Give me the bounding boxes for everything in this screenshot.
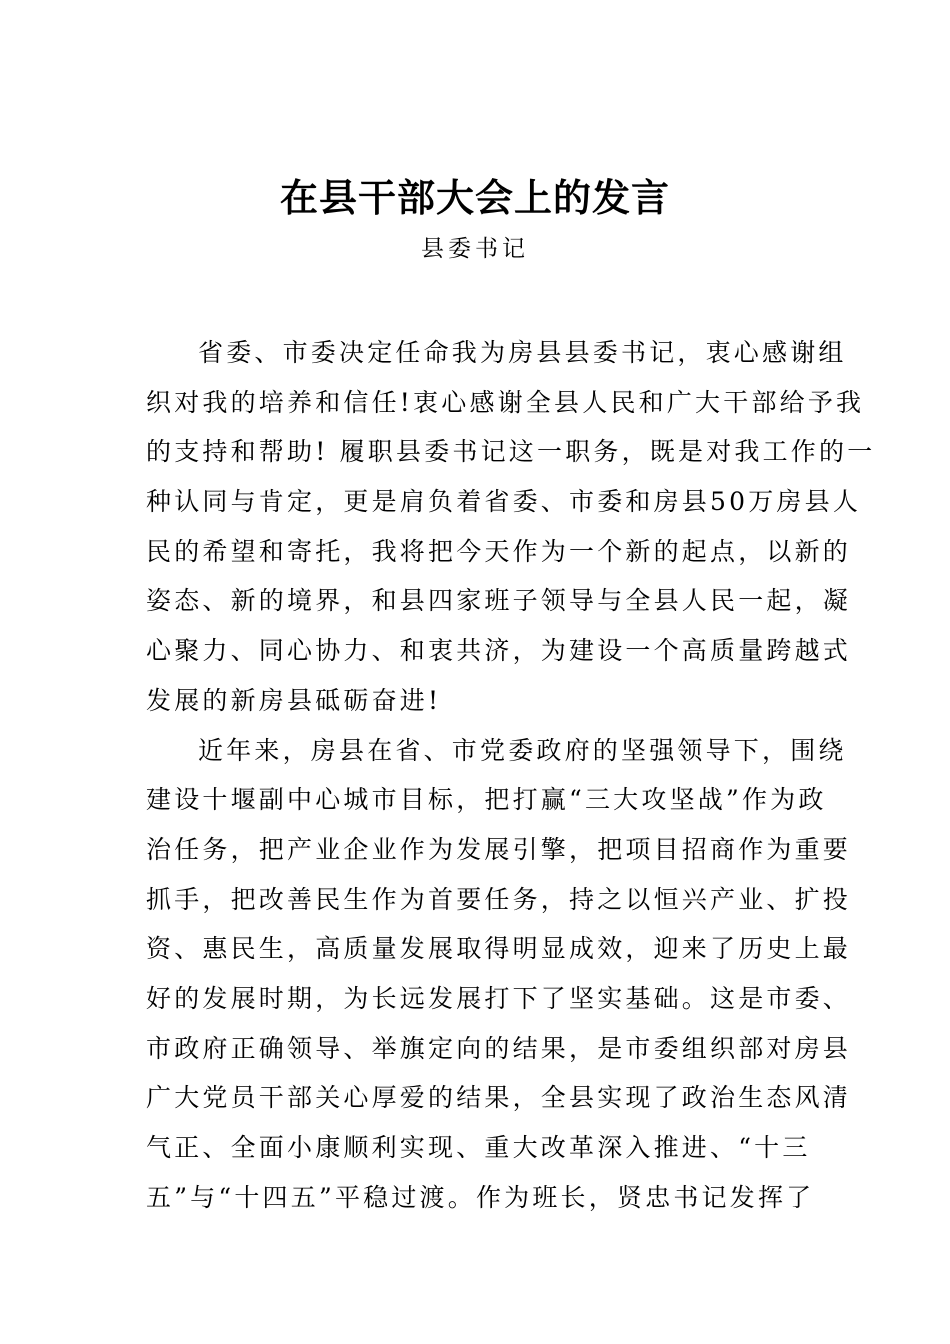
paragraph-2-line-7: 市政府正确领导、举旗定向的结果，是市委组织部对房县 bbox=[146, 1033, 852, 1063]
paragraph-1-line-3: 的支持和帮助! 履职县委书记这一职务，既是对我工作的一 bbox=[146, 437, 876, 467]
paragraph-2-line-3: 治任务，把产业企业作为发展引擎，把项目招商作为重要 bbox=[146, 834, 852, 864]
document-body bbox=[146, 328, 876, 1222]
paragraph-2-line-4: 抓手，把改善民生作为首要任务，持之以恒兴产业、扩投 bbox=[146, 884, 852, 914]
document-author: 县委书记 bbox=[421, 236, 529, 262]
paragraph-2-line-6: 好的发展时期，为长远发展打下了坚实基础。这是市委、 bbox=[146, 983, 852, 1013]
document-title: 在县干部大会上的发言 bbox=[279, 175, 670, 220]
paragraph-1-line-4: 种认同与肯定，更是肩负着省委、市委和房县50万房县人 bbox=[146, 487, 862, 517]
paragraph-1-line-5: 民的希望和寄托，我将把今天作为一个新的起点，以新的 bbox=[146, 536, 852, 566]
paragraph-2-line-5: 资、惠民生，高质量发展取得明显成效，迎来了历史上最 bbox=[146, 934, 852, 964]
paragraph-2-line-8: 广大党员干部关心厚爱的结果，全县实现了政治生态风清 bbox=[146, 1083, 852, 1113]
paragraph-1-line-6: 姿态、新的境界，和县四家班子领导与全县人民一起，凝 bbox=[146, 586, 852, 616]
paragraph-1-line-1: 省委、市委决定任命我为房县县委书记，衷心感谢组 bbox=[198, 338, 847, 367]
paragraph-2-line-1: 近年来，房县在省、市党委政府的坚强领导下，围绕 bbox=[198, 735, 847, 765]
paragraph-1-line-2: 织对我的培养和信任!衷心感谢全县人民和广大干部给予我 bbox=[146, 387, 865, 417]
paragraph-1-line-7: 心聚力、同心协力、和衷共济，为建设一个高质量跨越式 bbox=[146, 636, 852, 666]
paragraph-2-line-10: 五”与“十四五”平稳过渡。作为班长，贤忠书记发挥了 bbox=[146, 1182, 815, 1212]
paragraph-2-line-2: 建设十堰副中心城市目标，把打赢“三大攻坚战”作为政 bbox=[146, 785, 827, 815]
paragraph-1-line-8: 发展的新房县砥砺奋进! bbox=[146, 685, 442, 715]
paragraph-2-line-9: 气正、全面小康顺利实现、重大改革深入推进、“十三 bbox=[146, 1133, 811, 1162]
